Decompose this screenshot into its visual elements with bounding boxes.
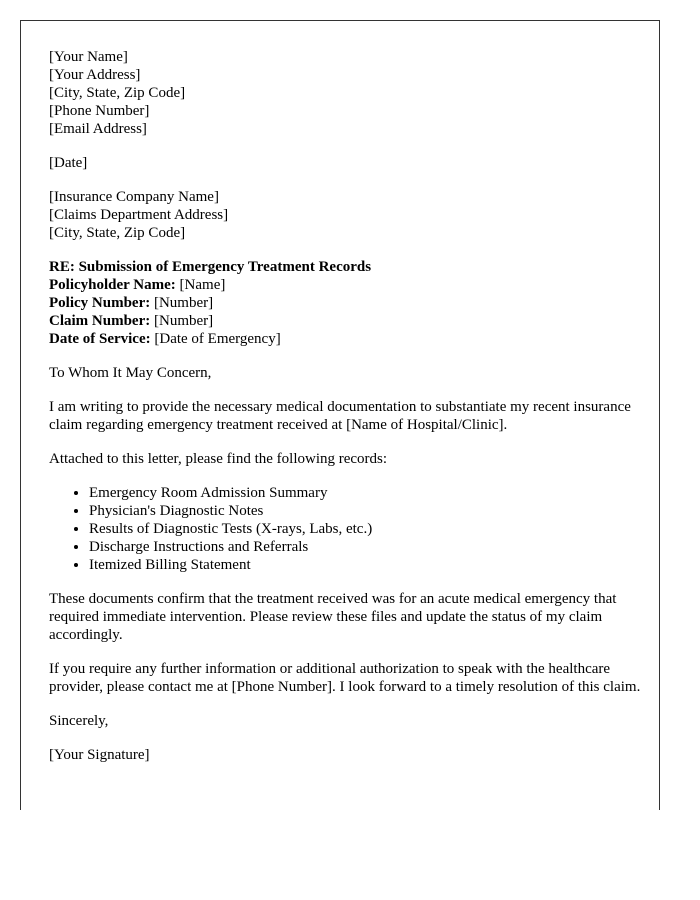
sender-name: [Your Name]: [49, 49, 128, 65]
letter-date: [Date]: [49, 155, 88, 171]
date-block: [49, 154, 649, 172]
subject-line: RE: Submission of Emergency Treatment Records: [49, 259, 372, 275]
records-list-item: • Physician's Diagnostic Notes: [89, 502, 649, 520]
records-list-item: • Results of Diagnostic Tests (X-rays, Labs, etc.): [89, 520, 649, 538]
sender-email: [Email Address]: [49, 121, 147, 137]
date-of-service-label: Date of Service:: [49, 331, 151, 347]
claim-number-row: [49, 312, 649, 330]
sender-city-state-zip: [City, State, Zip Code]: [49, 85, 186, 101]
records-list: [49, 484, 649, 574]
recipient-city-state-zip: [City, State, Zip Code]: [49, 225, 186, 241]
recipient-company: [Insurance Company Name]: [49, 189, 219, 205]
claim-number-label: Claim Number:: [49, 313, 151, 329]
sender-address: [Your Address]: [49, 67, 141, 83]
date-of-service-value: [Date of Emergency]: [154, 331, 281, 347]
claim-number-value: [Number]: [154, 313, 214, 329]
policyholder-value: [Name]: [179, 277, 226, 293]
sender-block: [49, 48, 649, 138]
policy-number-value: [Number]: [153, 295, 214, 311]
salutation: To Whom It May Concern,: [49, 365, 212, 381]
intro-paragraph: I am writing to provide the necessary medical documentation to substantiate my recent insurance claim regarding emergency treatment received at [Name of Hospital/Clinic].: [49, 399, 631, 433]
attached-intro-paragraph: Attached to this letter, please find the following records:: [49, 451, 388, 467]
confirmation-paragraph: These documents confirm that the treatment received was for an acute medical emergency that required immediate intervention. Please review these files and update the status of my claim accordingly.: [49, 591, 617, 643]
policyholder-label: Policyholder Name:: [49, 277, 176, 293]
signature-placeholder: [Your Signature]: [49, 747, 150, 763]
records-list-item: • Emergency Room Admission Summary: [89, 484, 649, 502]
records-list-item: • Discharge Instructions and Referrals: [89, 538, 649, 556]
sender-phone: [Phone Number]: [49, 103, 150, 119]
records-list-item: • Itemized Billing Statement: [89, 556, 649, 574]
letter-body: [49, 48, 649, 764]
date-of-service-row: [49, 330, 649, 348]
closing-paragraph: If you require any further information or additional authorization to speak with the healthcare provider, please contact me at [Phone Number]. I look forward to a timely resolution of this claim.: [49, 661, 641, 695]
recipient-block: [49, 188, 649, 242]
policyholder-row: [49, 276, 649, 294]
recipient-department-address: [Claims Department Address]: [49, 207, 229, 223]
policy-number-label: Policy Number:: [49, 295, 151, 311]
signoff: Sincerely,: [49, 713, 109, 729]
reference-block: [49, 258, 649, 348]
policy-number-row: [49, 294, 649, 312]
